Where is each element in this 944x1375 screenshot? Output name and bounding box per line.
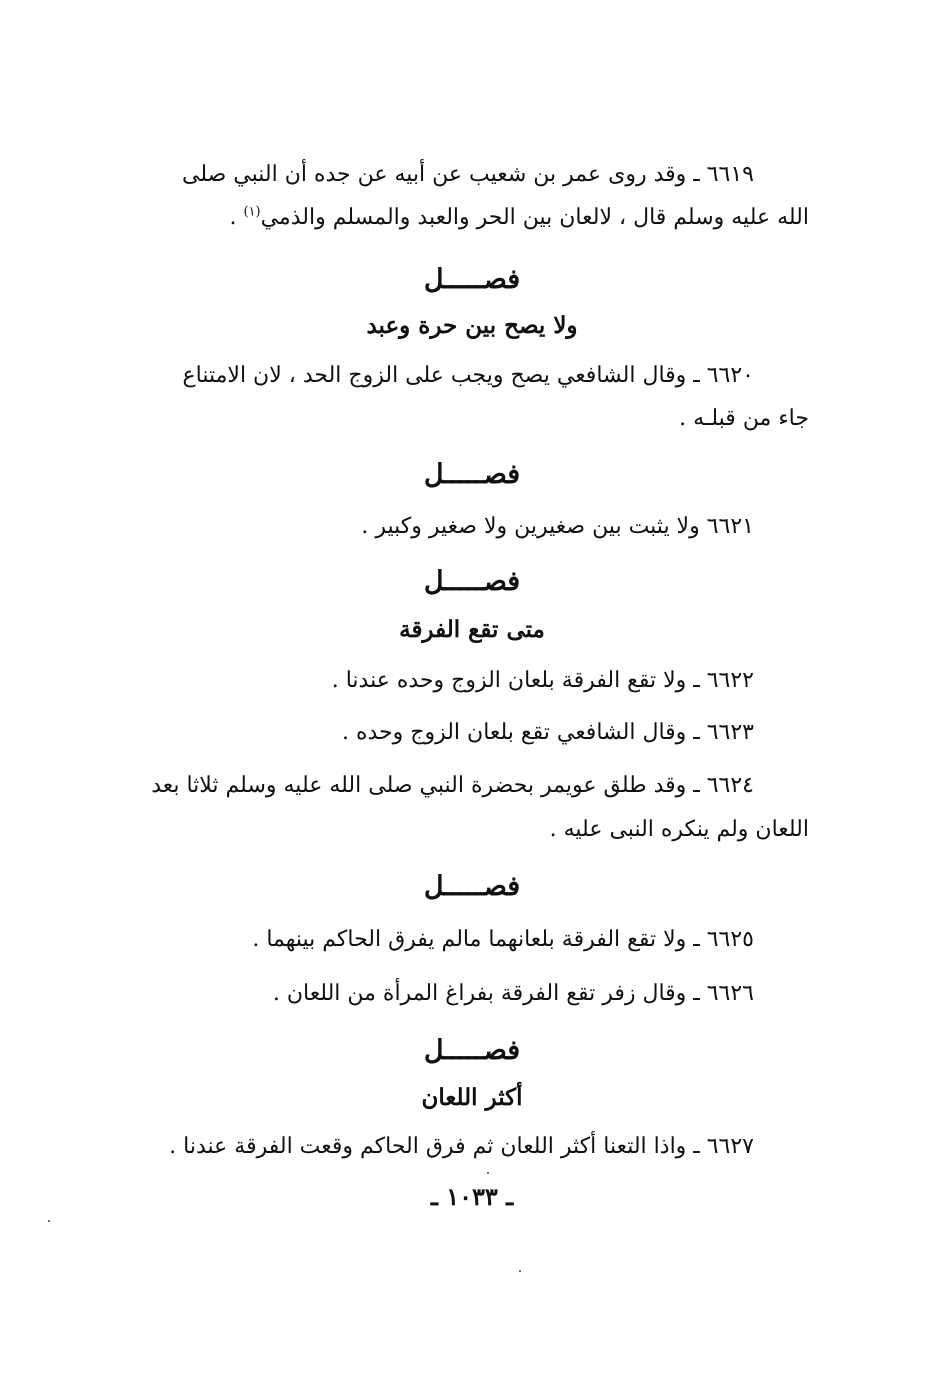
section-subheading: ولا يصح بين حرة وعبد bbox=[366, 312, 578, 339]
scan-speck bbox=[519, 1270, 521, 1272]
section-heading-fasl: فصـــــل bbox=[423, 566, 521, 597]
paragraph-6623: ٦٦٢٣ ـ وقال الشافعي تقع بلعان الزوج وحده . bbox=[341, 720, 754, 745]
paragraph-6619-line-2 bbox=[229, 203, 809, 233]
section-heading-fasl: فصـــــل bbox=[423, 264, 521, 295]
section-subheading: متى تقع الفرقة bbox=[399, 616, 545, 643]
paragraph-6620-line-1: ٦٦٢٠ ـ وقال الشافعي يصح ويجب على الزوج الحد ، لان الامتناع bbox=[182, 363, 754, 388]
paragraph-6624-line-2: اللعان ولم ينكره النبى عليه . bbox=[549, 817, 809, 842]
paragraph-6619-line-1: ٦٦١٩ ـ وقد روى عمر بن شعيب عن أبيه عن جده أن النبي صلى bbox=[181, 162, 754, 187]
paragraph-6622: ٦٦٢٢ ـ ولا تقع الفرقة بلعان الزوج وحده عندنا . bbox=[331, 668, 754, 693]
section-subheading: أكثر اللعان bbox=[421, 1084, 523, 1111]
paragraph-6625: ٦٦٢٥ ـ ولا تقع الفرقة بلعانهما مالم يفرق الحاكم بينهما . bbox=[252, 927, 754, 952]
section-heading-fasl: فصـــــل bbox=[423, 459, 521, 490]
paragraph-6624-line-1: ٦٦٢٤ ـ وقد طلق عويمر بحضرة النبي صلى الله عليه وسلم ثلاثا بعد bbox=[151, 773, 754, 798]
section-heading-fasl: فصـــــل bbox=[423, 1035, 521, 1066]
paragraph-6621: ٦٦٢١ ولا يثبت بين صغيرين ولا صغير وكبير . bbox=[361, 514, 754, 539]
paragraph-6620-line-2: جاء من قبلـه . bbox=[679, 406, 809, 431]
paragraph-6627: ٦٦٢٧ ـ واذا التعنا أكثر اللعان ثم فرق الحاكم وقعت الفرقة عندنا . bbox=[169, 1134, 754, 1159]
scan-speck bbox=[48, 1220, 50, 1222]
footnote-marker[interactable]: (١) bbox=[243, 204, 261, 220]
page-number: ـ ١٠٣٣ ـ bbox=[430, 1182, 514, 1211]
section-heading-fasl: فصـــــل bbox=[423, 871, 521, 902]
scan-speck bbox=[487, 1172, 489, 1174]
paragraph-6619-line-2-end: . bbox=[229, 205, 244, 230]
paragraph-6626: ٦٦٢٦ ـ وقال زفر تقع الفرقة بفراغ المرأة من اللعان . bbox=[272, 981, 754, 1006]
paragraph-6619-line-2-text: الله عليه وسلم قال ، لالعان بين الحر والعبد والمسلم والذمي bbox=[260, 205, 809, 230]
